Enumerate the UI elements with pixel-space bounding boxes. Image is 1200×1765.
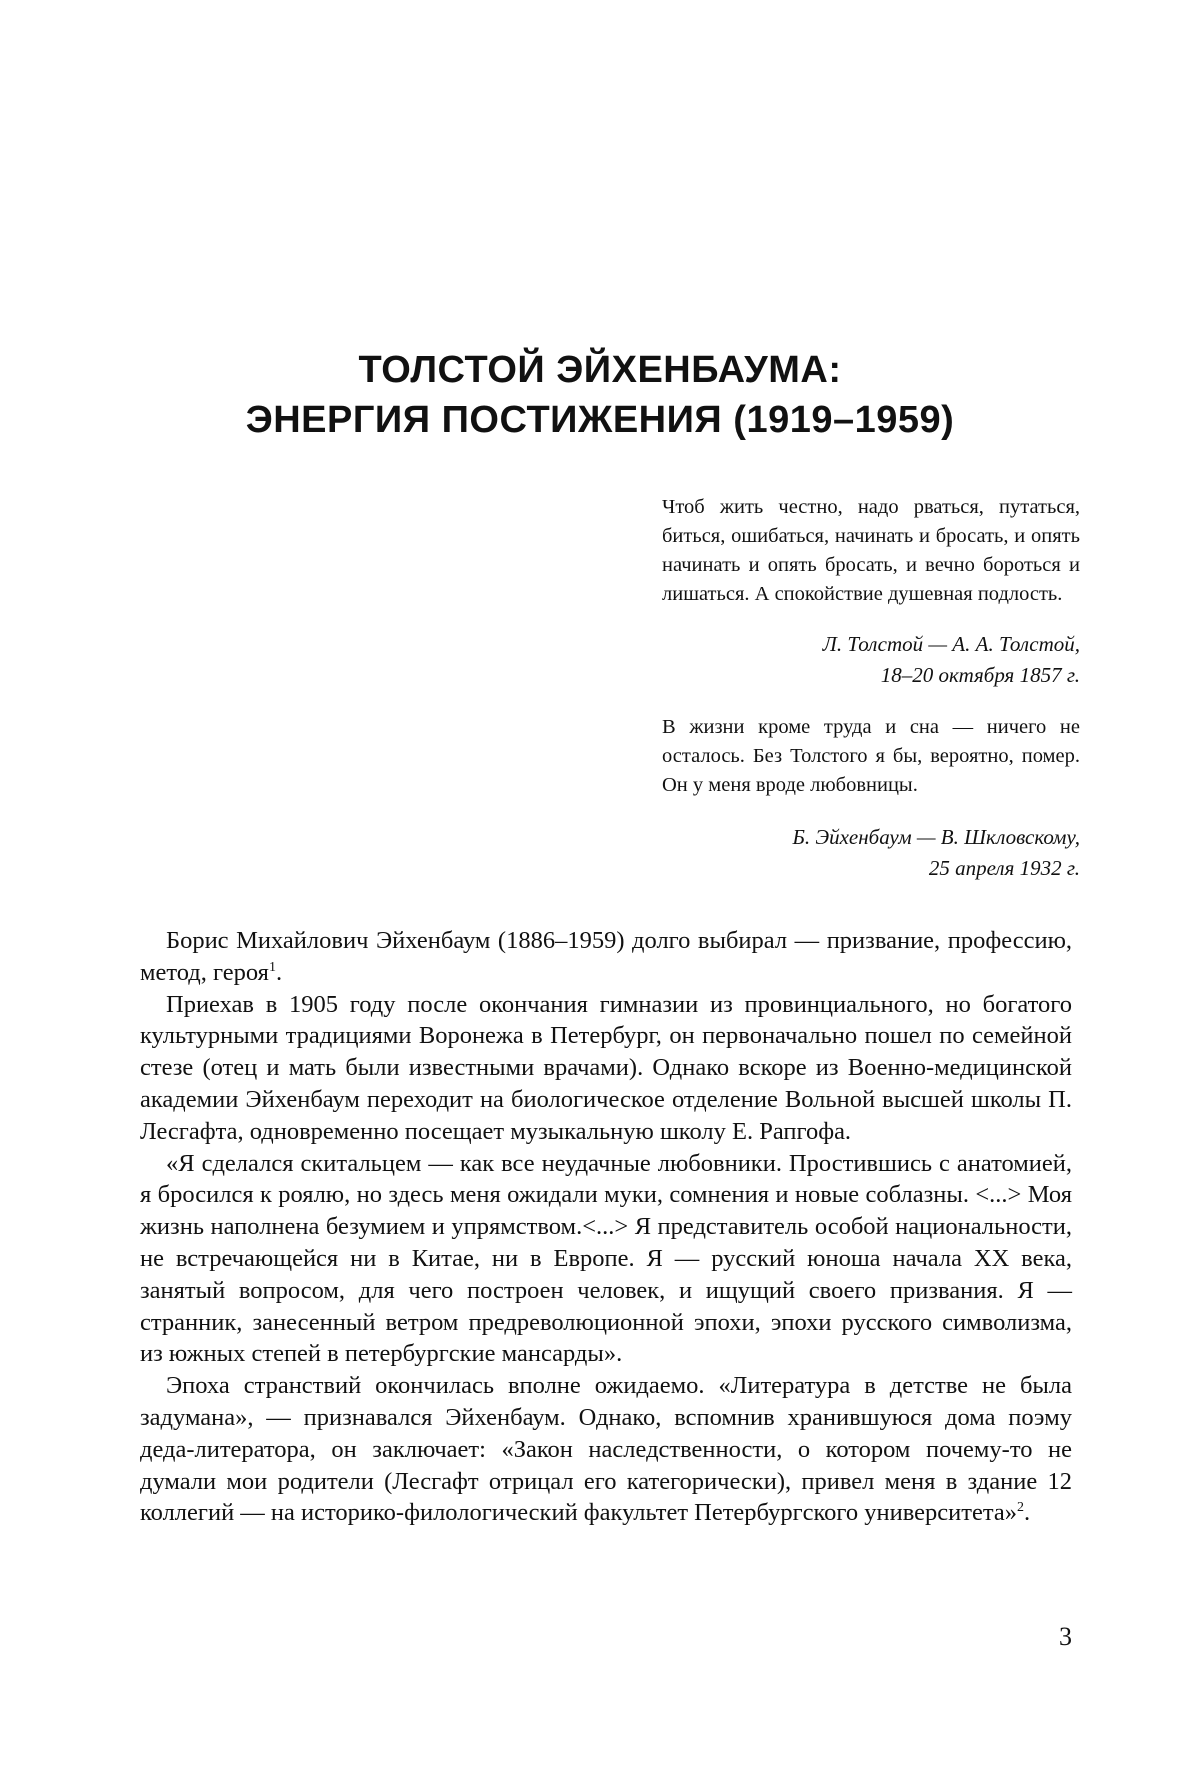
chapter-title-line-1: ТОЛСТОЙ ЭЙХЕНБАУМА: bbox=[358, 349, 842, 391]
chapter-title bbox=[0, 345, 1200, 445]
epigraph-1-author: Л. Толстой — А. А. Толстой, bbox=[822, 632, 1080, 656]
epigraph-1-date: 18–20 октября 1857 г. bbox=[880, 663, 1080, 687]
paragraph-2 bbox=[140, 989, 1072, 1148]
paragraph-1-tail: . bbox=[275, 958, 283, 986]
paragraph-1 bbox=[140, 925, 1072, 989]
epigraph-2-attribution bbox=[662, 822, 1080, 884]
epigraph-1-text: Чтоб жить честно, надо рваться, путаться, биться, ошибаться, начинать и бросать, и опять начинать и опять бросать, и вечно бороться и лишаться. А спокойствие душевная подлость. bbox=[662, 496, 1080, 605]
epigraph-block bbox=[662, 493, 1080, 884]
chapter-title-line-2: ЭНЕРГИЯ ПОСТИЖЕНИЯ (1919–1959) bbox=[245, 399, 955, 441]
paragraph-4-tail: . bbox=[1023, 1499, 1031, 1527]
paragraph-2-text: Приехав в 1905 году после окончания гимназии из провинциального, но богатого культурными традициями Воронежа в Петербург, он первоначально пошел по семейной стезе (отец и мать были известными врачами). Однако вскоре из Военно-медицинской академии Эйхенбаум переходит на биологическое отделение Вольной высшей школы П. Лесгафта, одновременно посещает музыкальную школу Е. Рапгофа. bbox=[140, 990, 1072, 1145]
paragraph-3-text: «Я сделался скитальцем — как все неудачные любовники. Простившись с анатомией, я бросился к роялю, но здесь меня ожидали муки, сомнения и новые соблазны. <...> Моя жизнь наполнена безумием и упрямством.<...> Я представитель особой национальности, не встречающейся ни в Китае, ни в Европе. Я — русский юноша начала XX века, занятый вопросом, для чего построен человек, и ищущий своего призвания. Я — странник, занесенный ветром предреволюционной эпохи, эпохи русского символизма, из южных степей в петербургские мансарды». bbox=[140, 1149, 1072, 1368]
paragraph-3 bbox=[140, 1148, 1072, 1371]
paragraph-1-text: Борис Михайлович Эйхенбаум (1886–1959) долго выбирал — призвание, профессию, метод, героя bbox=[140, 927, 1072, 986]
body-text bbox=[140, 925, 1072, 1529]
epigraph-1-attribution bbox=[662, 629, 1080, 691]
page-number: 3 bbox=[1059, 1622, 1072, 1651]
epigraph-2-author: Б. Эйхенбаум — В. Шкловскому, bbox=[792, 825, 1080, 849]
paragraph-4-text: Эпоха странствий окончилась вполне ожидаемо. «Литература в детстве не была задумана», — признавался Эйхенбаум. Однако, вспомнив хранившуюся дома поэму деда-литератора, он заключает: «Закон наследственности, о котором почему-то не думали мои родители (Лесгафт отрицал его категорически), привел меня в здание 12 коллегий — на историко-филологический факультет Петербургского университета» bbox=[140, 1372, 1072, 1527]
epigraph-2-date: 25 апреля 1932 г. bbox=[928, 856, 1080, 880]
epigraph-2-text: В жизни кроме труда и сна — ничего не осталось. Без Толстого я бы, вероятно, помер. Он у меня вроде любовницы. bbox=[662, 716, 1080, 796]
footnote-marker-2[interactable]: 2 bbox=[1016, 1500, 1024, 1516]
paragraph-4 bbox=[140, 1370, 1072, 1529]
footnote-marker-1[interactable]: 1 bbox=[268, 959, 276, 975]
